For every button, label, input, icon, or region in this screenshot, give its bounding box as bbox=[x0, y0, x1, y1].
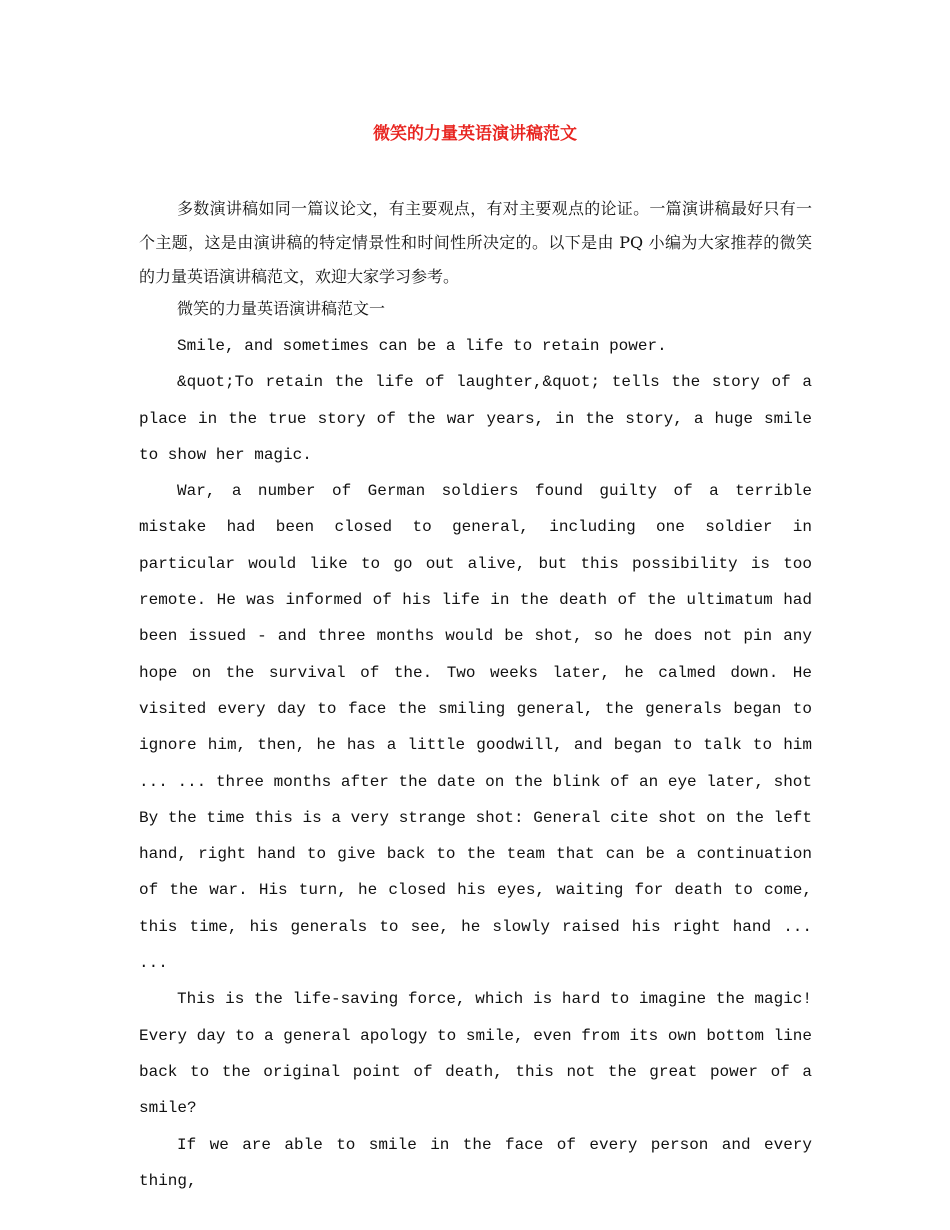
section-heading: 微笑的力量英语演讲稿范文一 bbox=[177, 299, 386, 318]
body-paragraph: This is the life-saving force, which is hard to imagine the magic! Every day to a general apology to smile, even from its own bottom line back to the original point of death, this not the great power of a smile? bbox=[139, 990, 812, 1118]
intro-paragraph: 多数演讲稿如同一篇议论文，有主要观点，有对主要观点的论证。一篇演讲稿最好只有一个主题，这是由演讲稿的特定情景性和时间性所决定的。以下是由 PQ 小编为大家推荐的微笑的力量英语演讲稿范文，欢迎大家学习参考。 bbox=[139, 199, 812, 286]
body-paragraph: &quot;To retain the life of laughter,&quot; tells the story of a place in the true story of the war years, in the story, a huge smile to show her magic. bbox=[139, 373, 812, 464]
document-body bbox=[139, 192, 812, 1199]
body-paragraph: If we are able to smile in the face of every person and every thing, bbox=[139, 1135, 812, 1190]
document-title: 微笑的力量英语演讲稿范文 bbox=[373, 124, 577, 144]
body-paragraph: Smile, and sometimes can be a life to retain power. bbox=[177, 337, 667, 355]
body-paragraph: War, a number of German soldiers found guilty of a terrible mistake had been closed to general, including one soldier in particular would like to go out alive, but this possibility is too remote. He was informed of his life in the death of the ultimatum had been issued - and three months would be shot, so he does not pin any hope on the survival of the. Two weeks later, he calmed down. He visited every day to face the smiling general, the generals began to ignore him, then, he has a little goodwill, and began to talk to him ... ... three months after the date on the blink of an eye later, shot By the time this is a very strange shot: General cite shot on the left hand, right hand to give back to the team that can be a continuation of the war. His turn, he closed his eyes, waiting for death to come, this time, his generals to see, he slowly raised his right hand ... ... bbox=[139, 482, 812, 973]
